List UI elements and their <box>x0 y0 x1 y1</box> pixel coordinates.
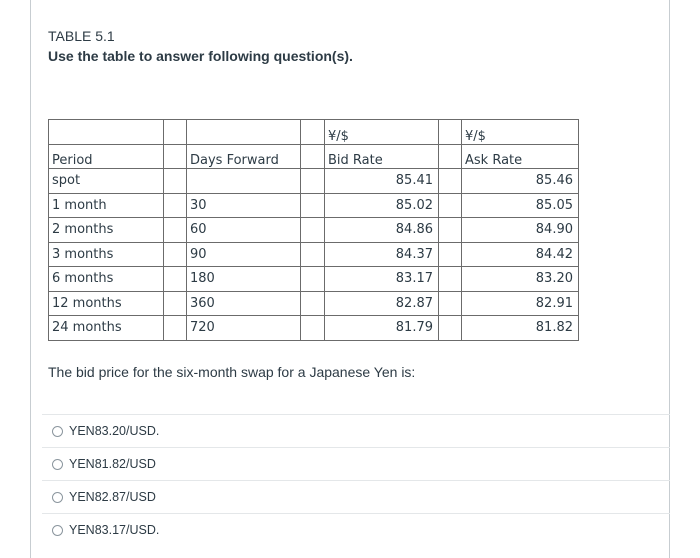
cell-bid-rate: 84.37 <box>325 242 439 267</box>
cell-period: 6 months <box>49 267 164 292</box>
spacer-cell <box>301 120 325 145</box>
table-header-row-currency <box>49 120 579 145</box>
cell-ask-rate: 83.20 <box>462 267 579 292</box>
table-row <box>49 242 579 267</box>
spacer-cell <box>439 218 462 243</box>
header-currency-bid: ¥/$ <box>325 120 439 145</box>
cell-bid-rate: 82.87 <box>325 291 439 316</box>
table-row <box>49 169 579 194</box>
table-row <box>49 218 579 243</box>
header-period: Period <box>49 144 164 169</box>
instruction-text: Use the table to answer following question(s). <box>48 48 353 64</box>
cell-days-forward: 180 <box>187 267 301 292</box>
cell-period: 2 months <box>49 218 164 243</box>
cell-ask-rate: 85.46 <box>462 169 579 194</box>
spacer-cell <box>439 316 462 341</box>
table-row <box>49 316 579 341</box>
forward-rates-table <box>48 119 579 341</box>
answer-option-label[interactable]: YEN83.20/USD. <box>69 424 160 438</box>
radio-button[interactable] <box>52 492 63 503</box>
cell-bid-rate: 84.86 <box>325 218 439 243</box>
table-row <box>49 291 579 316</box>
header-cell-empty <box>49 120 164 145</box>
radio-button[interactable] <box>52 459 63 470</box>
spacer-cell <box>439 291 462 316</box>
answer-option[interactable] <box>42 414 670 447</box>
table-title: TABLE 5.1 <box>48 28 115 44</box>
spacer-cell <box>301 144 325 169</box>
header-days-forward: Days Forward <box>187 144 301 169</box>
spacer-cell <box>164 169 187 194</box>
spacer-cell <box>164 218 187 243</box>
cell-bid-rate: 85.02 <box>325 193 439 218</box>
cell-days-forward: 60 <box>187 218 301 243</box>
cell-bid-rate: 81.79 <box>325 316 439 341</box>
cell-bid-rate: 85.41 <box>325 169 439 194</box>
cell-period: 3 months <box>49 242 164 267</box>
spacer-cell <box>164 242 187 267</box>
spacer-cell <box>301 316 325 341</box>
cell-ask-rate: 84.90 <box>462 218 579 243</box>
table-header-row <box>49 144 579 169</box>
cell-period: 1 month <box>49 193 164 218</box>
cell-ask-rate: 85.05 <box>462 193 579 218</box>
radio-button[interactable] <box>52 426 63 437</box>
cell-ask-rate: 82.91 <box>462 291 579 316</box>
spacer-cell <box>164 144 187 169</box>
question-text: The bid price for the six-month swap for a Japanese Yen is: <box>48 364 416 380</box>
table-row <box>49 267 579 292</box>
cell-period: 12 months <box>49 291 164 316</box>
cell-ask-rate: 81.82 <box>462 316 579 341</box>
answer-option[interactable] <box>42 447 670 480</box>
answer-option-label[interactable]: YEN81.82/USD <box>69 457 156 471</box>
cell-ask-rate: 84.42 <box>462 242 579 267</box>
header-bid-rate: Bid Rate <box>325 144 439 169</box>
cell-period: 24 months <box>49 316 164 341</box>
spacer-cell <box>301 242 325 267</box>
cell-days-forward: 720 <box>187 316 301 341</box>
answer-option-label[interactable]: YEN82.87/USD <box>69 490 156 504</box>
cell-days-forward: 90 <box>187 242 301 267</box>
spacer-cell <box>301 193 325 218</box>
header-currency-ask: ¥/$ <box>462 120 579 145</box>
spacer-cell <box>439 169 462 194</box>
header-cell-empty <box>187 120 301 145</box>
cell-days-forward: 360 <box>187 291 301 316</box>
cell-days-forward <box>187 169 301 194</box>
spacer-cell <box>439 193 462 218</box>
spacer-cell <box>164 291 187 316</box>
spacer-cell <box>301 291 325 316</box>
spacer-cell <box>301 169 325 194</box>
answer-option[interactable] <box>42 513 670 546</box>
answer-option-label[interactable]: YEN83.17/USD. <box>69 523 160 537</box>
answer-option[interactable] <box>42 480 670 513</box>
radio-button[interactable] <box>52 525 63 536</box>
spacer-cell <box>439 267 462 292</box>
spacer-cell <box>164 316 187 341</box>
spacer-cell <box>439 120 462 145</box>
spacer-cell <box>439 144 462 169</box>
spacer-cell <box>164 120 187 145</box>
spacer-cell <box>164 193 187 218</box>
spacer-cell <box>301 218 325 243</box>
answer-options <box>30 414 670 546</box>
header-ask-rate: Ask Rate <box>462 144 579 169</box>
spacer-cell <box>439 242 462 267</box>
cell-bid-rate: 83.17 <box>325 267 439 292</box>
cell-days-forward: 30 <box>187 193 301 218</box>
cell-period: spot <box>49 169 164 194</box>
spacer-cell <box>301 267 325 292</box>
spacer-cell <box>164 267 187 292</box>
table-row <box>49 193 579 218</box>
